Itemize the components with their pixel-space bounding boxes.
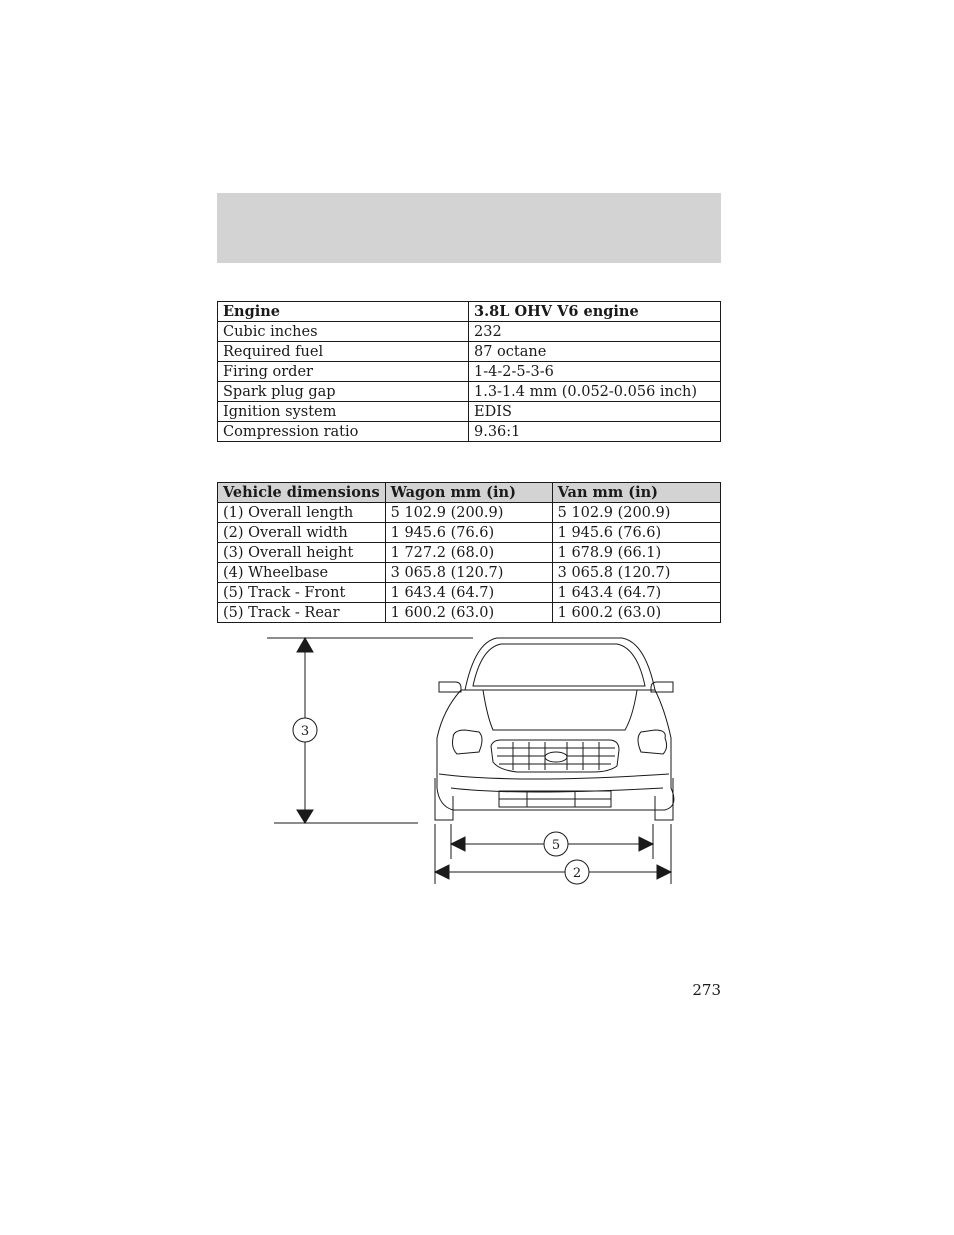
table-cell: Required fuel (218, 342, 469, 362)
track-arrow-left-icon (451, 837, 465, 851)
width-arrow-right-icon (657, 865, 671, 879)
table-cell: Spark plug gap (218, 382, 469, 402)
table-cell: 232 (469, 322, 721, 342)
table-row (218, 543, 721, 563)
table-cell: (5) Track - Rear (218, 603, 386, 623)
table-cell: 1 945.6 (76.6) (385, 523, 552, 543)
table-cell: EDIS (469, 402, 721, 422)
table-row (218, 583, 721, 603)
height-label: 3 (300, 724, 310, 739)
table-cell: Cubic inches (218, 322, 469, 342)
table-row (218, 402, 721, 422)
width-arrow-left-icon (435, 865, 449, 879)
table-cell: (2) Overall width (218, 523, 386, 543)
table-row (218, 603, 721, 623)
table-row (218, 382, 721, 402)
table-cell: 3 065.8 (120.7) (385, 563, 552, 583)
header-cell: 3.8L OHV V6 engine (469, 302, 721, 322)
table-row (218, 563, 721, 583)
table-cell: Ignition system (218, 402, 469, 422)
table-cell: (4) Wheelbase (218, 563, 386, 583)
vehicle-front-dimension-diagram (217, 628, 687, 893)
track-label: 5 (551, 838, 561, 853)
table-cell: Firing order (218, 362, 469, 382)
engine-spec-table (217, 301, 721, 442)
table-cell: 1 727.2 (68.0) (385, 543, 552, 563)
table-cell: 5 102.9 (200.9) (552, 503, 720, 523)
table-cell: (3) Overall height (218, 543, 386, 563)
table-cell: 87 octane (469, 342, 721, 362)
header-cell: Wagon mm (in) (385, 483, 552, 503)
table-cell: 1 643.4 (64.7) (385, 583, 552, 603)
table-row (218, 523, 721, 543)
table-row (218, 342, 721, 362)
width-label: 2 (572, 866, 582, 881)
table-cell: 5 102.9 (200.9) (385, 503, 552, 523)
table-header-row (218, 483, 721, 503)
vehicle-dimensions-table (217, 482, 721, 623)
vehicle-front-icon (435, 638, 674, 820)
height-arrow-top-icon (297, 638, 313, 652)
table-cell: 1 600.2 (63.0) (385, 603, 552, 623)
table-cell: Compression ratio (218, 422, 469, 442)
table-cell: 1 643.4 (64.7) (552, 583, 720, 603)
table-header-row (218, 302, 721, 322)
height-arrow-bottom-icon (297, 810, 313, 823)
table-cell: (1) Overall length (218, 503, 386, 523)
table-row (218, 503, 721, 523)
table-cell: 9.36:1 (469, 422, 721, 442)
table-cell: (5) Track - Front (218, 583, 386, 603)
page-number: 273 (692, 981, 721, 999)
header-cell: Van mm (in) (552, 483, 720, 503)
table-cell: 1 945.6 (76.6) (552, 523, 720, 543)
table-cell: 1.3-1.4 mm (0.052-0.056 inch) (469, 382, 721, 402)
table-row (218, 322, 721, 342)
table-cell: 3 065.8 (120.7) (552, 563, 720, 583)
track-arrow-right-icon (639, 837, 653, 851)
table-row (218, 362, 721, 382)
table-cell: 1-4-2-5-3-6 (469, 362, 721, 382)
table-row (218, 422, 721, 442)
header-cell: Engine (218, 302, 469, 322)
table-cell: 1 600.2 (63.0) (552, 603, 720, 623)
header-cell: Vehicle dimensions (218, 483, 386, 503)
section-header-band (217, 193, 721, 263)
table-cell: 1 678.9 (66.1) (552, 543, 720, 563)
